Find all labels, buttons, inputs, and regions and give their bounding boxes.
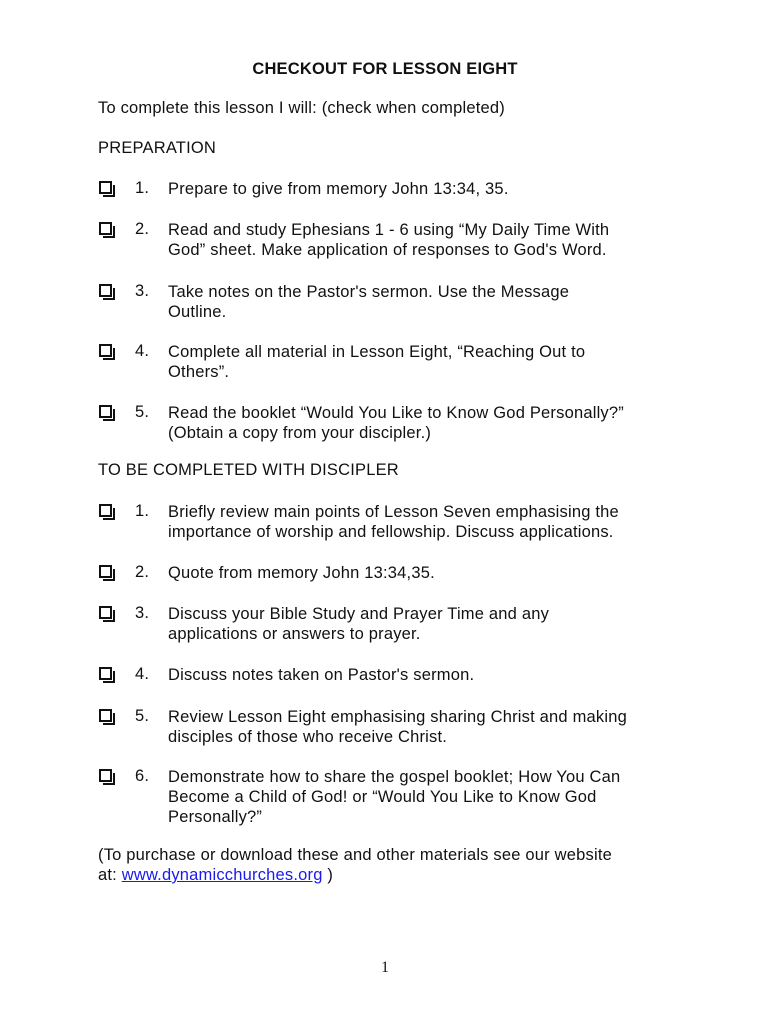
page-title: CHECKOUT FOR LESSON EIGHT: [252, 60, 518, 78]
page-number: 1: [381, 959, 389, 976]
preparation-heading: PREPARATION: [98, 139, 217, 157]
item-text: Read and study Ephesians 1 - 6 using “My Daily Time With God” sheet. Make application of responses to God's Word.: [168, 221, 610, 259]
item-number: 2.: [135, 220, 150, 238]
item-number: 5.: [135, 707, 150, 725]
checkbox-icon[interactable]: [99, 344, 112, 357]
item-number: 5.: [135, 403, 150, 421]
checkbox-icon[interactable]: [99, 667, 112, 680]
checkbox-icon[interactable]: [99, 284, 112, 297]
item-number: 4.: [135, 665, 150, 683]
item-text: Read the booklet “Would You Like to Know God Personally?” (Obtain a copy from your discipler.): [168, 404, 624, 442]
checkbox-icon[interactable]: [99, 709, 112, 722]
item-text: Discuss your Bible Study and Prayer Time and any applications or answers to prayer.: [168, 605, 550, 643]
checkbox-icon[interactable]: [99, 405, 112, 418]
item-text: Complete all material in Lesson Eight, “Reaching Out to Others”.: [168, 343, 586, 381]
checkbox-icon[interactable]: [99, 222, 112, 235]
item-number: 3.: [135, 282, 150, 300]
item-number: 4.: [135, 342, 150, 360]
footer-text: (To purchase or download these and other materials see our website at:: [98, 846, 612, 884]
checkbox-icon[interactable]: [99, 181, 112, 194]
item-text: Quote from memory John 13:34,35.: [168, 564, 435, 582]
item-text: Prepare to give from memory John 13:34, 35.: [168, 180, 509, 198]
item-number: 3.: [135, 604, 150, 622]
website-link[interactable]: www.dynamicchurches.org: [121, 866, 323, 884]
checkbox-icon[interactable]: [99, 769, 112, 782]
item-text: Review Lesson Eight emphasising sharing Christ and making disciples of those who receive Christ.: [168, 708, 627, 746]
item-number: 2.: [135, 563, 150, 581]
item-number: 1.: [135, 179, 150, 197]
footer-note: [98, 845, 718, 885]
discipler-heading: TO BE COMPLETED WITH DISCIPLER: [98, 461, 399, 479]
item-number: 6.: [135, 767, 150, 785]
item-text: Demonstrate how to share the gospel booklet; How You Can Become a Child of God! or “Would You Like to Know God Personally?”: [168, 768, 621, 826]
item-text: Take notes on the Pastor's sermon. Use the Message Outline.: [168, 283, 570, 321]
item-text: Discuss notes taken on Pastor's sermon.: [168, 666, 475, 684]
checkbox-icon[interactable]: [99, 565, 112, 578]
item-number: 1.: [135, 502, 150, 520]
item-text: Briefly review main points of Lesson Seven emphasising the importance of worship and fellowship. Discuss applications.: [168, 503, 619, 541]
intro-text: To complete this lesson I will: (check when completed): [98, 99, 505, 117]
checkbox-icon[interactable]: [99, 606, 112, 619]
checkbox-icon[interactable]: [99, 504, 112, 517]
footer-text-end: ): [322, 866, 334, 884]
